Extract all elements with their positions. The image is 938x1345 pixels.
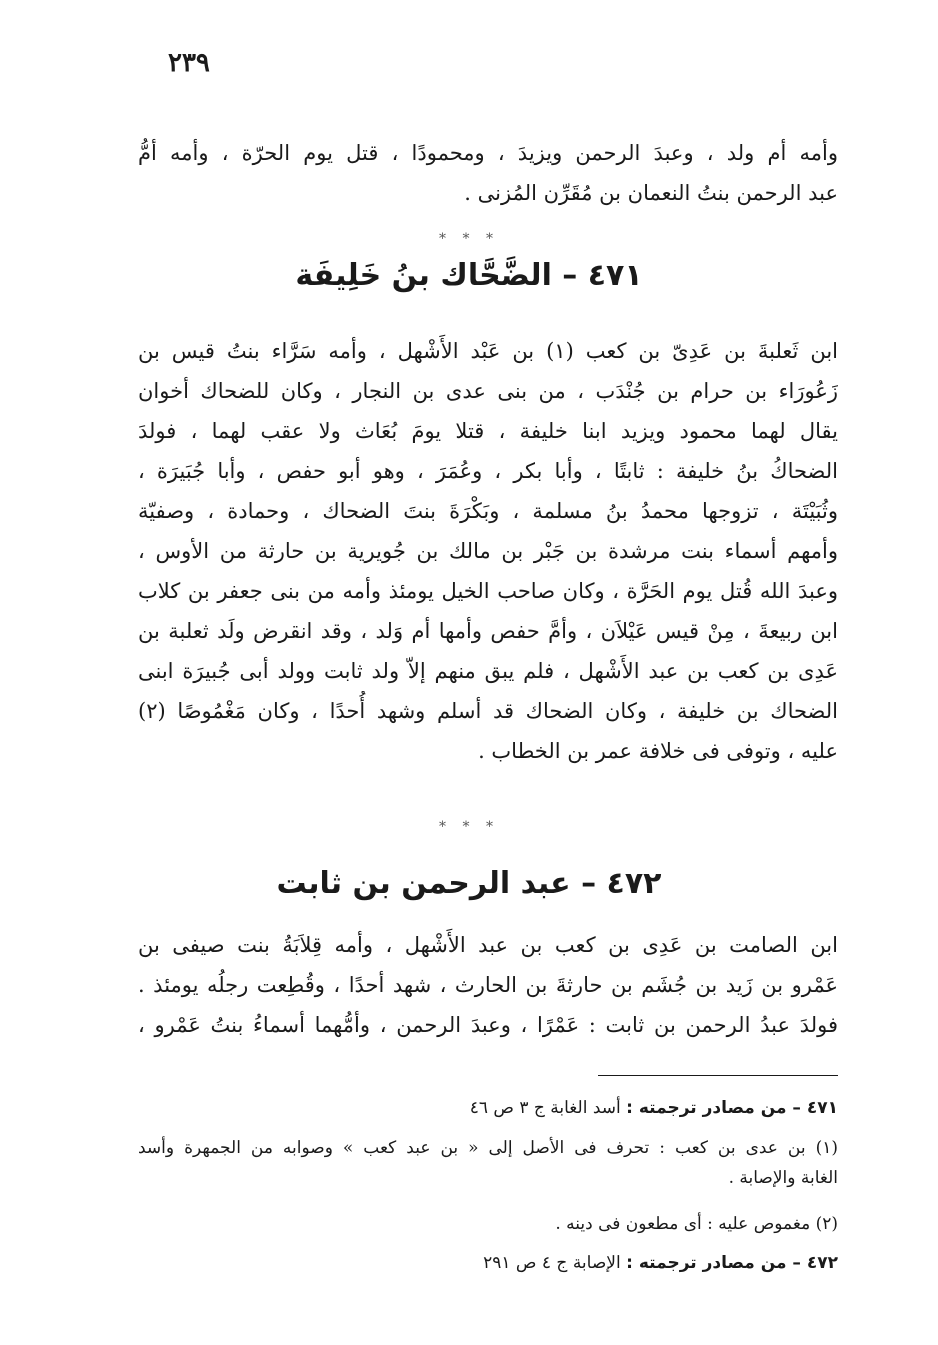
intro-paragraph (138, 133, 838, 213)
footnote-sources-471 (138, 1093, 838, 1123)
text-line: ابن ثَعلبةَ بن عَدِىّ بن كعب (١) بن عَبْد الأَشْهل ، وأمه سَرَّاء بنتُ قيس بن (138, 339, 838, 363)
text-line: يقال لهما محمود ويزيد ابنا خليفة ، قتلا يومَ بُعَاث ولا عقب لهما ، فولدَ (138, 419, 838, 443)
entry-heading-472: ٤٧٢ – عبد الرحمن بن ثابت (276, 866, 662, 901)
text-line: عبد الرحمن بنتُ النعمان بن مُقَرِّن المُزنى . (464, 181, 838, 205)
text-line: وأمهم أسماء بنت مرشدة بن جَبْر بن مالك بن جُويرية بن حارثة من الأوس ، (138, 539, 838, 563)
text-line: زَعُورَاء بن حرام بن جُنْدَب ، من بنى عدى بن النجار ، وكان للضحاك أخوان (138, 379, 838, 403)
section-separator: * * * (439, 819, 499, 835)
footnote-1 (138, 1133, 838, 1193)
text-line: وثُبَيْتَة ، تزوجها محمدُ بنُ مسلمة ، وبَكْرَةَ بنتَ الضحاك ، وحمادة ، وصفيّة (138, 499, 838, 523)
footnote-text: (٢) مغموص عليه : أى مطعون فى دينه . (555, 1214, 838, 1234)
footnote-text: أسد الغابة ج ٣ ص ٤٦ (469, 1098, 627, 1118)
text-line: الضحاك بن خليفة ، وكان الضحاك قد أسلم وشهد أُحدًا ، وكان مَغْمُوصًا (٢) (138, 699, 838, 723)
text-line: الضحاكُ بنُ خليفة : ثابتًا ، وأبا بكر ، وعُمَرَ ، وهو أبو حفص ، وأبا جُبَيرَة ، (138, 459, 838, 483)
text-line: ابن الصامت بن عَدِى بن كعب بن عبد الأَشْهل ، وأمه قِلاَبَةُ بنت صيفى بن (138, 933, 838, 957)
text-line: فولدَ عبدُ الرحمن بن ثابت : عَمْرًا ، وعبدَ الرحمن ، وأمُّهما أسماءُ بنتُ عَمْرو ، (138, 1013, 838, 1037)
text-line: عَمْرو بن زَيد بن جُشَم بن حارثةَ بن الحارث ، شهد أحدًا ، وقُطِعت رجلُه يومئذ . (138, 973, 838, 997)
entry-body-472 (138, 925, 838, 1045)
footnote-label: ٤٧١ – من مصادر ترجمته : (626, 1098, 838, 1118)
footnote-text: الغابة والإصابة . (728, 1168, 838, 1188)
text-line: عَدِى بن كعب بن عبد الأَشْهل ، فلم يبق منهم إلاّ ولد ثابت وولد أبى جُبيرَة ابنى (138, 659, 838, 683)
footnote-text: (١) بن عدى بن كعب : تحرف فى الأصل إلى « بن عبد كعب » وصوابه من الجمهرة وأسد (138, 1138, 838, 1158)
text-line: ابن ربيعةَ ، مِنْ قيس عَيْلاَن ، وأمَّ حفص وأمها أم وَلد ، وقد انقرض ولَد ثعلبة بن (138, 619, 838, 643)
footnote-sources-472 (138, 1248, 838, 1278)
text-line: وأمه أم ولد ، وعبدَ الرحمن ويزيدَ ، ومحمودًا ، قتل يوم الحرّة ، وأمه أمُّ (138, 141, 838, 165)
section-separator: * * * (439, 231, 499, 247)
text-line: عليه ، وتوفى فى خلافة عمر بن الخطاب . (478, 739, 838, 763)
text-line: وعبدَ الله قُتل يوم الحَرَّة ، وكان صاحب الخيل يومئذ وأمه من بنى جعفر بن كلاب (138, 579, 838, 603)
entry-body-471 (138, 331, 838, 771)
footnote-divider (598, 1075, 838, 1076)
footnote-label: ٤٧٢ – من مصادر ترجمته : (626, 1253, 838, 1273)
page-number: ٢٣٩ (168, 48, 210, 78)
entry-heading-471: ٤٧١ – الضَّحَّاك بنُ خَلِيفَة (295, 258, 643, 293)
footnote-text: الإصابة ج ٤ ص ٢٩١ (483, 1253, 627, 1273)
footnote-2 (138, 1209, 838, 1239)
